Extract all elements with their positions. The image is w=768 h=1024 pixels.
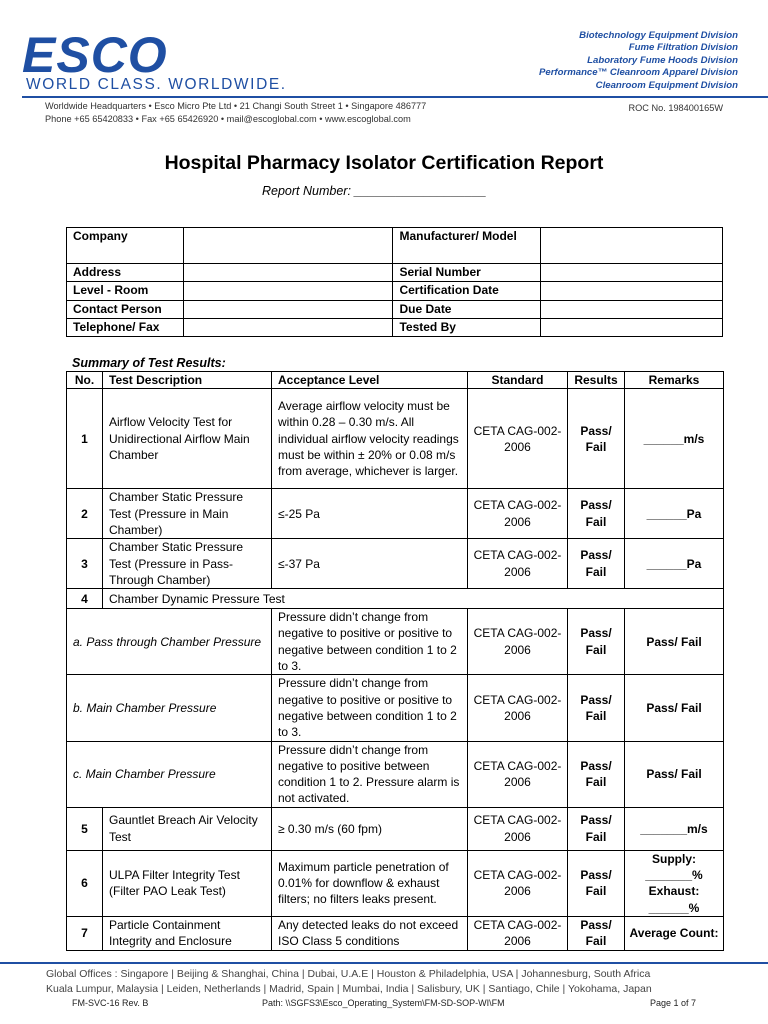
standard: CETA CAG-002-2006 <box>468 807 568 850</box>
test-number: 1 <box>67 389 103 489</box>
acceptance-level: Pressure didn’t change from negative to positive between condition 1 to 2. Pressure alarm is not activated. <box>272 741 468 807</box>
certification-date-value[interactable] <box>541 282 723 301</box>
hq-contact-line: Phone +65 65420833 • Fax +65 65426920 • mail@escoglobal.com • www.escoglobal.com <box>45 113 411 124</box>
result-cell[interactable]: Pass/ Fail <box>568 389 625 489</box>
standard: CETA CAG-002-2006 <box>468 916 568 950</box>
sub-test-description: c. Main Chamber Pressure <box>67 741 272 807</box>
page-title: Hospital Pharmacy Isolator Certification Report <box>164 152 604 174</box>
remarks-cell[interactable]: Pass/ Fail <box>625 609 724 675</box>
info-label: Due Date <box>393 301 541 319</box>
table-row <box>67 807 724 850</box>
address-value[interactable] <box>183 264 393 282</box>
logo-wordmark: ESCO <box>22 27 168 83</box>
table-row <box>67 850 724 916</box>
column-header: Test Description <box>103 372 272 389</box>
info-label: Contact Person <box>67 301 184 319</box>
info-label: Address <box>67 264 184 282</box>
test-number: 6 <box>67 850 103 916</box>
column-header: Acceptance Level <box>272 372 468 389</box>
standard: CETA CAG-002-2006 <box>468 675 568 741</box>
division-list <box>539 30 738 92</box>
document-path: Path: \\SGFS3\Esco_Operating_System\FM-SD-SOP-WI\FM <box>262 998 505 1008</box>
info-label: Manufacturer/ Model <box>393 228 541 264</box>
serial-number-value[interactable] <box>541 264 723 282</box>
acceptance-level: Average airflow velocity must be within 0.28 – 0.30 m/s. All individual airflow velocity readings must be within ± 20% or 0.08 m/s from average, whichever is larger. <box>272 389 468 489</box>
table-row <box>67 389 724 489</box>
summary-heading: Summary of Test Results: <box>72 356 226 370</box>
standard: CETA CAG-002-2006 <box>468 489 568 539</box>
division-item: Performance™ Cleanroom Apparel Division <box>538 67 738 79</box>
test-description: Gauntlet Breach Air Velocity Test <box>103 807 272 850</box>
info-label: Tested By <box>393 319 541 337</box>
column-header: Remarks <box>625 372 724 389</box>
acceptance-level: Pressure didn’t change from negative to positive or positive to negative between condition 1 to 2 to 3. <box>272 675 468 741</box>
standard: CETA CAG-002-2006 <box>468 850 568 916</box>
result-cell[interactable]: Pass/ Fail <box>568 539 625 589</box>
acceptance-level: ≥ 0.30 m/s (60 fpm) <box>272 807 468 850</box>
column-header: Results <box>568 372 625 389</box>
info-label: Telephone/ Fax <box>67 319 184 337</box>
test-description: Chamber Dynamic Pressure Test <box>103 589 724 609</box>
remarks-cell[interactable]: Pass/ Fail <box>625 675 724 741</box>
remarks-cell[interactable]: ______m/s <box>625 389 724 489</box>
result-cell[interactable]: Pass/ Fail <box>568 741 625 807</box>
remarks-cell[interactable]: _______m/s <box>625 807 724 850</box>
company-value[interactable] <box>183 228 393 264</box>
telephone-fax-value[interactable] <box>183 319 393 337</box>
test-description: Chamber Static Pressure Test (Pressure in Pass-Through Chamber) <box>103 539 272 589</box>
table-row <box>67 609 724 675</box>
standard: CETA CAG-002-2006 <box>468 741 568 807</box>
info-label: Serial Number <box>393 264 541 282</box>
test-description: ULPA Filter Integrity Test (Filter PAO Leak Test) <box>103 850 272 916</box>
equipment-info-table <box>66 227 723 337</box>
table-row <box>67 282 723 301</box>
result-cell[interactable]: Pass/ Fail <box>568 916 625 950</box>
header-divider <box>22 96 768 98</box>
acceptance-level: ≤-25 Pa <box>272 489 468 539</box>
standard: CETA CAG-002-2006 <box>468 389 568 489</box>
offices-line: Kuala Lumpur, Malaysia | Leiden, Netherlands | Madrid, Spain | Mumbai, India | Salisbury, UK | Santiago, Chile | Yokohama, Japan <box>46 983 652 995</box>
sub-test-description: a. Pass through Chamber Pressure <box>67 609 272 675</box>
table-row <box>67 489 724 539</box>
level-room-value[interactable] <box>183 282 393 301</box>
test-description: Particle Containment Integrity and Enclosure <box>103 916 272 950</box>
acceptance-level: Any detected leaks do not exceed ISO Class 5 conditions <box>272 916 468 950</box>
acceptance-level: Pressure didn’t change from negative to positive or positive to negative between condition 1 to 2 to 3. <box>272 609 468 675</box>
manufacturer-model-value[interactable] <box>541 228 723 264</box>
standard: CETA CAG-002-2006 <box>468 609 568 675</box>
headquarters-address <box>45 100 426 125</box>
sub-test-description: b. Main Chamber Pressure <box>67 675 272 741</box>
table-row <box>67 916 724 950</box>
esco-logo <box>22 27 168 83</box>
summary-results-table <box>66 371 724 951</box>
contact-person-value[interactable] <box>183 301 393 319</box>
table-row <box>67 589 724 609</box>
remarks-cell[interactable]: ______Pa <box>625 489 724 539</box>
standard: CETA CAG-002-2006 <box>468 539 568 589</box>
table-row <box>67 301 723 319</box>
report-number-field: Report Number: ___________________ <box>262 184 487 198</box>
table-row <box>67 675 724 741</box>
result-cell[interactable]: Pass/ Fail <box>568 489 625 539</box>
column-header: Standard <box>468 372 568 389</box>
table-row <box>67 228 723 264</box>
result-cell[interactable]: Pass/ Fail <box>568 609 625 675</box>
test-number: 5 <box>67 807 103 850</box>
test-number: 4 <box>67 589 103 609</box>
test-number: 3 <box>67 539 103 589</box>
result-cell[interactable]: Pass/ Fail <box>568 807 625 850</box>
division-item: Biotechnology Equipment Division <box>579 30 738 41</box>
global-offices <box>46 967 652 997</box>
page-number: Page 1 of 7 <box>649 998 696 1008</box>
division-item: Laboratory Fume Hoods Division <box>587 54 738 66</box>
remarks-cell[interactable]: Average Count: <box>625 916 724 950</box>
table-header-row <box>67 372 724 389</box>
test-description: Airflow Velocity Test for Unidirectional Airflow Main Chamber <box>103 389 272 489</box>
test-description: Chamber Static Pressure Test (Pressure in Main Chamber) <box>103 489 272 539</box>
info-label: Company <box>67 228 184 264</box>
result-cell[interactable]: Pass/ Fail <box>568 850 625 916</box>
roc-number: ROC No. 198400165W <box>628 103 723 113</box>
result-cell[interactable]: Pass/ Fail <box>568 675 625 741</box>
table-row <box>67 741 724 807</box>
remarks-cell[interactable]: Pass/ Fail <box>625 741 724 807</box>
table-row <box>67 319 723 337</box>
logo-tagline: WORLD CLASS. WORLDWIDE. <box>26 76 287 93</box>
remarks-cell[interactable]: ______Pa <box>625 539 724 589</box>
table-row <box>67 264 723 282</box>
column-header: No. <box>67 372 103 389</box>
form-number: FM-SVC-16 Rev. B <box>72 998 149 1008</box>
table-row <box>67 539 724 589</box>
remarks-cell[interactable]: Supply: _______% Exhaust: ______% <box>625 850 724 916</box>
test-number: 2 <box>67 489 103 539</box>
footer-divider <box>0 962 768 964</box>
division-item: Cleanroom Equipment Division <box>595 79 738 91</box>
acceptance-level: Maximum particle penetration of 0.01% for downflow & exhaust filters; no filters leaks present. <box>272 850 468 916</box>
info-label: Certification Date <box>393 282 541 301</box>
info-label: Level - Room <box>67 282 184 301</box>
tested-by-value[interactable] <box>541 319 723 337</box>
due-date-value[interactable] <box>541 301 723 319</box>
test-number: 7 <box>67 916 103 950</box>
offices-line: Global Offices : Singapore | Beijing & Shanghai, China | Dubai, U.A.E | Houston & Philadelphia, USA | Johannesburg, South Africa <box>46 968 651 980</box>
division-item: Fume Filtration Division <box>628 42 738 54</box>
acceptance-level: ≤-37 Pa <box>272 539 468 589</box>
hq-address-line: Worldwide Headquarters • Esco Micro Pte Ltd • 21 Changi South Street 1 • Singapore 486777 <box>45 101 427 111</box>
